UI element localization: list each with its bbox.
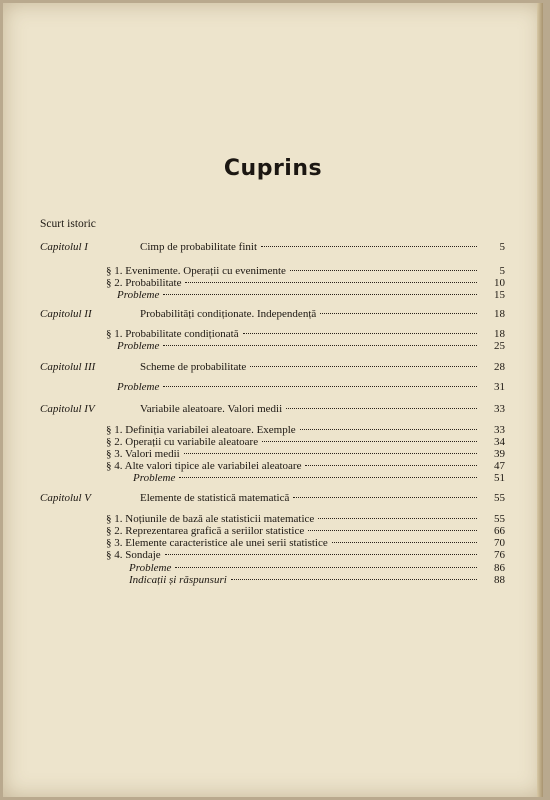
table-of-contents <box>3 3 543 797</box>
toc-section <box>129 574 505 587</box>
section-title: § 2. Probabilitate <box>106 277 182 289</box>
chapter-title: Probabilități condiționate. Independență <box>140 308 317 320</box>
page-number: 5 <box>499 265 505 277</box>
page-number: 86 <box>494 562 505 574</box>
toc-chapter-5 <box>40 492 505 505</box>
page-number: 18 <box>494 328 505 340</box>
toc-section <box>117 340 505 353</box>
dot-leader <box>332 542 477 543</box>
toc-section <box>117 289 505 302</box>
section-title: § 3. Elemente caracteristice ale unei serii statistice <box>106 537 328 549</box>
dot-leader <box>318 518 477 519</box>
dot-leader <box>243 333 477 334</box>
chapter-label: Capitolul II <box>40 308 92 320</box>
chapter-label: Capitolul IV <box>40 403 95 415</box>
dot-leader <box>305 465 477 466</box>
dot-leader <box>261 246 477 247</box>
chapter-title: Elemente de statistică matematică <box>140 492 290 504</box>
section-title: Probleme <box>117 381 160 393</box>
section-title: § 3. Valori medii <box>106 448 180 460</box>
section-title: § 1. Definiția variabilei aleatoare. Exemple <box>106 424 296 436</box>
page-number: 33 <box>494 403 505 415</box>
dot-leader <box>293 497 477 498</box>
page-title: Cuprins <box>223 156 323 181</box>
page-number: 70 <box>494 537 505 549</box>
book-page <box>3 3 543 797</box>
section-title: Indicații și răspunsuri <box>129 574 227 586</box>
toc-chapter-3 <box>40 361 505 374</box>
page-number: 34 <box>494 436 505 448</box>
dot-leader <box>163 345 477 346</box>
section-title: § 2. Reprezentarea grafică a seriilor statistice <box>106 525 305 537</box>
page-number: 88 <box>494 574 505 586</box>
section-title: § 1. Probabilitate condiționată <box>106 328 239 340</box>
dot-leader <box>290 270 477 271</box>
dot-leader <box>231 579 477 580</box>
page-number: 10 <box>494 277 505 289</box>
chapter-title: Scheme de probabilitate <box>140 361 247 373</box>
dot-leader <box>184 453 477 454</box>
dot-leader <box>163 386 477 387</box>
section-title: Probleme <box>133 472 176 484</box>
toc-section <box>133 472 505 485</box>
page-number: 47 <box>494 460 505 472</box>
dot-leader <box>179 477 477 478</box>
page-number: 66 <box>494 525 505 537</box>
dot-leader <box>300 429 477 430</box>
section-title: Probleme <box>117 340 160 352</box>
toc-section <box>117 381 505 394</box>
page-number: 15 <box>494 289 505 301</box>
dot-leader <box>175 567 477 568</box>
toc-section <box>106 549 505 562</box>
page-number: 55 <box>494 513 505 525</box>
chapter-label: Capitolul I <box>40 241 88 253</box>
section-title: § 2. Operații cu variabile aleatoare <box>106 436 259 448</box>
section-title: § 4. Sondaje <box>106 549 161 561</box>
preface-text: Scurt istoric <box>40 218 96 230</box>
page-number: 31 <box>494 381 505 393</box>
dot-leader <box>165 554 477 555</box>
section-title: § 1. Noțiunile de bază ale statisticii matematice <box>106 513 315 525</box>
chapter-title: Cimp de probabilitate finit <box>140 241 258 253</box>
toc-chapter-1 <box>40 241 505 254</box>
chapter-label: Capitolul III <box>40 361 96 373</box>
dot-leader <box>286 408 477 409</box>
dot-leader <box>262 441 477 442</box>
preface-entry <box>40 218 96 231</box>
toc-chapter-4 <box>40 403 505 416</box>
dot-leader <box>250 366 477 367</box>
page-number: 55 <box>494 492 505 504</box>
section-title: Probleme <box>117 289 160 301</box>
dot-leader <box>185 282 477 283</box>
page-number: 39 <box>494 448 505 460</box>
chapter-title: Variabile aleatoare. Valori medii <box>140 403 283 415</box>
chapter-label: Capitolul V <box>40 492 92 504</box>
page-number: 28 <box>494 361 505 373</box>
dot-leader <box>163 294 477 295</box>
section-title: Probleme <box>129 562 172 574</box>
toc-chapter-2 <box>40 308 505 321</box>
page-number: 76 <box>494 549 505 561</box>
section-title: § 1. Evenimente. Operații cu evenimente <box>106 265 286 277</box>
page-number: 33 <box>494 424 505 436</box>
dot-leader <box>308 530 477 531</box>
section-title: § 4. Alte valori tipice ale variabilei aleatoare <box>106 460 302 472</box>
dot-leader <box>320 313 477 314</box>
page-number: 25 <box>494 340 505 352</box>
page-number: 5 <box>499 241 505 253</box>
page-number: 51 <box>494 472 505 484</box>
page-number: 18 <box>494 308 505 320</box>
